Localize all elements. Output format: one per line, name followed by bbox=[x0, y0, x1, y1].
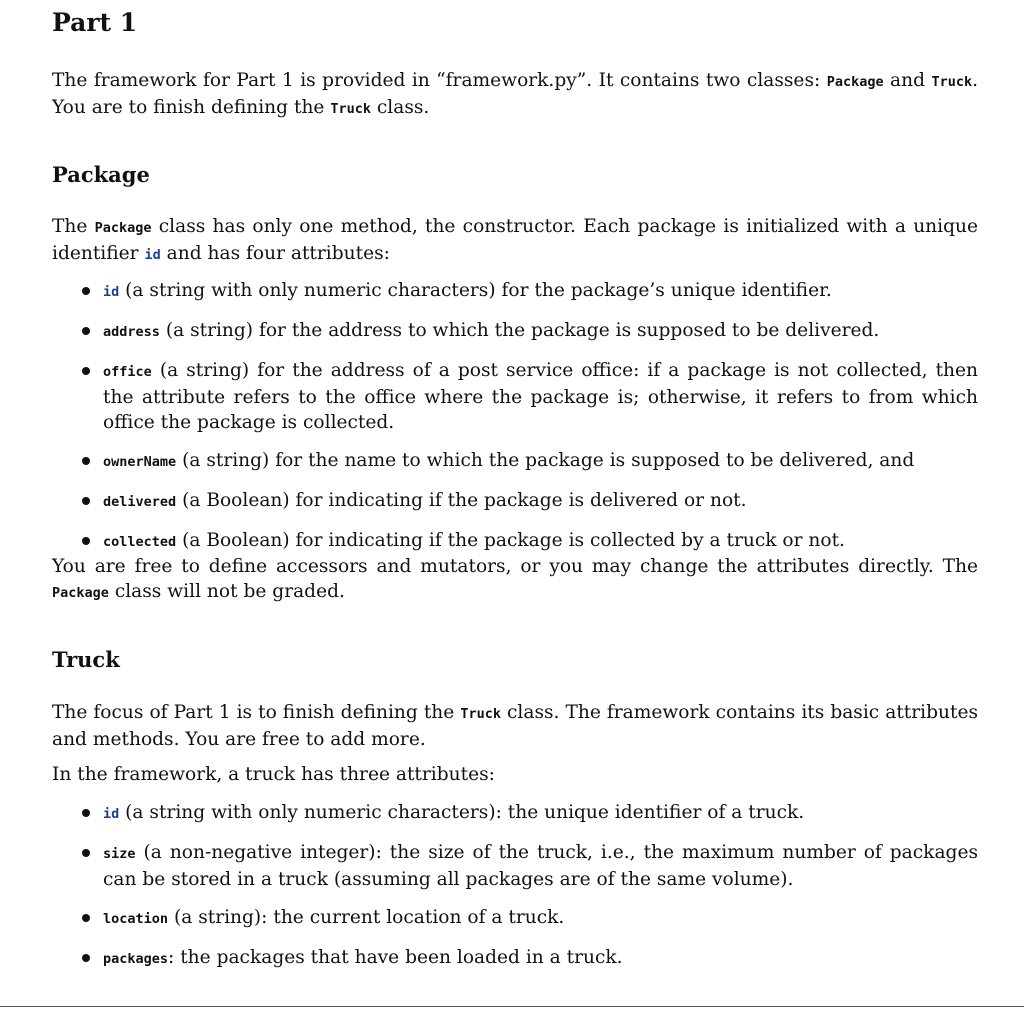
section-heading-package: Package bbox=[52, 162, 150, 187]
code-package: Package bbox=[52, 585, 109, 601]
list-item bbox=[80, 318, 978, 345]
list-item bbox=[80, 840, 978, 892]
list-item bbox=[80, 945, 978, 972]
truck-attribute-list bbox=[80, 800, 978, 985]
attribute-description: (a string) for the address to which the package is supposed to be delivered. bbox=[159, 320, 880, 341]
list-item bbox=[80, 358, 978, 435]
attribute-code: ownerName bbox=[103, 454, 177, 470]
attribute-code: size bbox=[103, 846, 136, 862]
attribute-code: location bbox=[103, 911, 169, 927]
truck-attributes-intro: In the framework, a truck has three attributes: bbox=[52, 764, 495, 785]
intro-paragraph bbox=[52, 68, 978, 122]
attribute-code: office bbox=[103, 364, 152, 380]
attribute-description: (a string with only numeric characters) for the package’s unique identifier. bbox=[119, 280, 832, 301]
attribute-code: delivered bbox=[103, 494, 177, 510]
attribute-description: (a string with only numeric characters): the unique identifier of a truck. bbox=[119, 802, 805, 823]
truck-text-2: class. The framework contains its basic attributes and methods. You are free to add more. bbox=[52, 702, 979, 750]
code-package: Package bbox=[94, 220, 152, 236]
attribute-description: (a Boolean) for indicating if the package is collected by a truck or not. bbox=[176, 530, 845, 551]
page-title: Part 1 bbox=[52, 8, 138, 37]
list-item bbox=[80, 488, 978, 515]
package-note-paragraph bbox=[52, 554, 978, 606]
code-id: id bbox=[144, 247, 161, 263]
package-attribute-list bbox=[80, 278, 978, 568]
package-note-text-2: class will not be graded. bbox=[108, 581, 345, 602]
section-heading-truck: Truck bbox=[52, 647, 120, 672]
attribute-description: (a Boolean) for indicating if the package is delivered or not. bbox=[176, 490, 747, 511]
truck-text-1: The focus of Part 1 is to finish defining the bbox=[52, 702, 461, 723]
package-intro-paragraph bbox=[52, 214, 978, 268]
package-text-2: class has only one method, the constructor. Each package is initialized with a unique identifier bbox=[52, 216, 978, 264]
package-text-3: and has four attributes: bbox=[160, 243, 390, 264]
attribute-code: id bbox=[103, 806, 120, 822]
list-item bbox=[80, 800, 978, 827]
intro-text-3: . You are to finish defining the bbox=[52, 70, 978, 118]
attribute-code: packages bbox=[103, 951, 169, 967]
attribute-description: (a string) for the name to which the package is supposed to be delivered, and bbox=[176, 450, 915, 471]
bottom-divider bbox=[0, 1006, 1024, 1007]
list-item bbox=[80, 905, 978, 932]
attribute-code: collected bbox=[103, 534, 177, 550]
attribute-code: id bbox=[103, 284, 120, 300]
intro-text-4: class. bbox=[370, 97, 430, 118]
list-item bbox=[80, 528, 978, 555]
truck-intro-paragraph bbox=[52, 700, 978, 752]
code-truck: Truck bbox=[460, 706, 501, 722]
list-item bbox=[80, 448, 978, 475]
attribute-description: (a non-negative integer): the size of the truck, i.e., the maximum number of packages can be stored in a truck (assuming all packages are of the same volume). bbox=[103, 842, 978, 890]
intro-text-2: and bbox=[883, 70, 932, 91]
attribute-description: (a string): the current location of a truck. bbox=[168, 907, 565, 928]
package-text-1: The bbox=[52, 216, 95, 237]
attribute-description: : the packages that have been loaded in a truck. bbox=[168, 947, 623, 968]
code-package: Package bbox=[826, 74, 884, 90]
code-truck: Truck bbox=[931, 74, 973, 90]
attribute-description: (a string) for the address of a post service office: if a package is not collected, then the attribute refers to the office where the package is; otherwise, it refers to from which office the package is collected. bbox=[103, 360, 978, 433]
intro-text-1: The framework for Part 1 is provided in “framework.py”. It contains two classes: bbox=[52, 70, 827, 91]
code-truck: Truck bbox=[330, 101, 371, 117]
attribute-code: address bbox=[103, 324, 160, 340]
list-item bbox=[80, 278, 978, 305]
package-note-text-1: You are free to define accessors and mutators, or you may change the attributes directly. The bbox=[52, 556, 978, 577]
